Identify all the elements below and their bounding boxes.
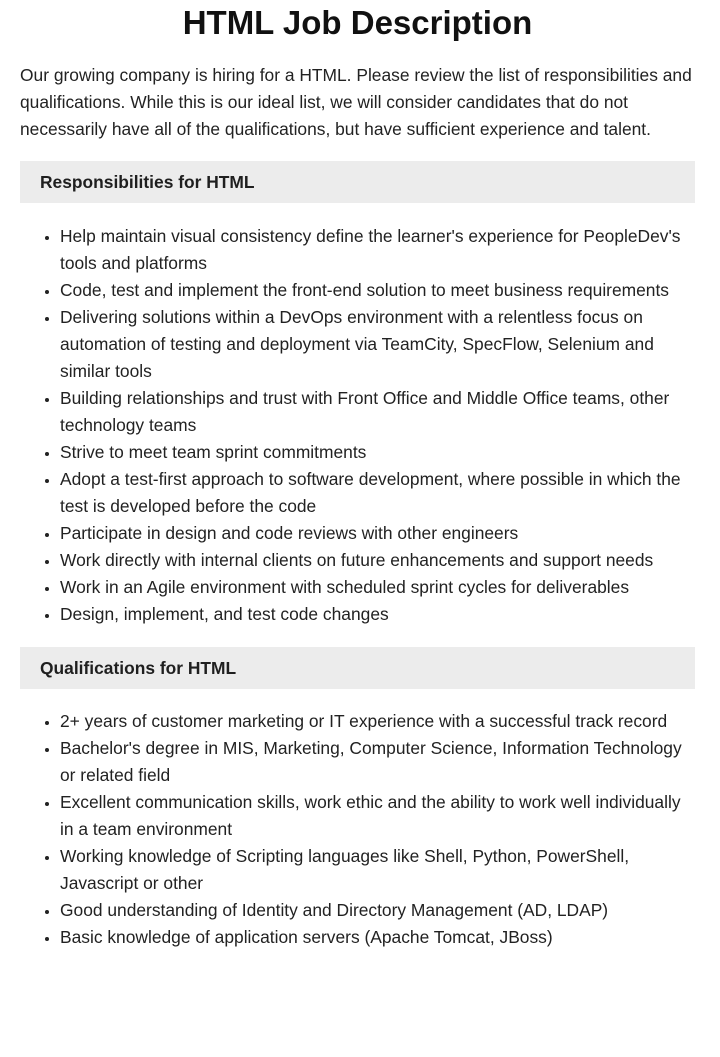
list-item: • Design, implement, and test code changes: [60, 601, 695, 628]
list-item: • Excellent communication skills, work ethic and the ability to work well individually in a team environment: [60, 789, 695, 843]
list-item: • Participate in design and code reviews with other engineers: [60, 520, 695, 547]
list-item: • Code, test and implement the front-end solution to meet business requirements: [60, 277, 695, 304]
qualifications-list: [20, 708, 695, 951]
list-item: • Adopt a test-first approach to software development, where possible in which the test is developed before the code: [60, 466, 695, 520]
list-item: • Work directly with internal clients on future enhancements and support needs: [60, 547, 695, 574]
intro-paragraph: Our growing company is hiring for a HTML. Please review the list of responsibilities and qualifications. While this is our ideal list, we will consider candidates that do not necessarily have all of the qualifications, but have sufficient experience and talent.: [20, 65, 692, 139]
responsibilities-heading: Responsibilities for HTML: [20, 161, 695, 203]
list-item: • Good understanding of Identity and Directory Management (AD, LDAP): [60, 897, 695, 924]
list-item: • Help maintain visual consistency define the learner's experience for PeopleDev's tools and platforms: [60, 223, 695, 277]
list-item: • Work in an Agile environment with scheduled sprint cycles for deliverables: [60, 574, 695, 601]
page-title: HTML Job Description: [182, 4, 533, 41]
list-item: • Delivering solutions within a DevOps environment with a relentless focus on automation of testing and deployment via TeamCity, SpecFlow, Selenium and similar tools: [60, 304, 695, 385]
list-item: • Working knowledge of Scripting languages like Shell, Python, PowerShell, Javascript or other: [60, 843, 695, 897]
qualifications-heading: Qualifications for HTML: [20, 647, 695, 689]
list-item: • Basic knowledge of application servers (Apache Tomcat, JBoss): [60, 924, 695, 951]
list-item: • 2+ years of customer marketing or IT experience with a successful track record: [60, 708, 695, 735]
list-item: • Strive to meet team sprint commitments: [60, 439, 695, 466]
list-item: • Bachelor's degree in MIS, Marketing, Computer Science, Information Technology or related field: [60, 735, 695, 789]
responsibilities-list: [20, 223, 695, 628]
list-item: • Building relationships and trust with Front Office and Middle Office teams, other technology teams: [60, 385, 695, 439]
